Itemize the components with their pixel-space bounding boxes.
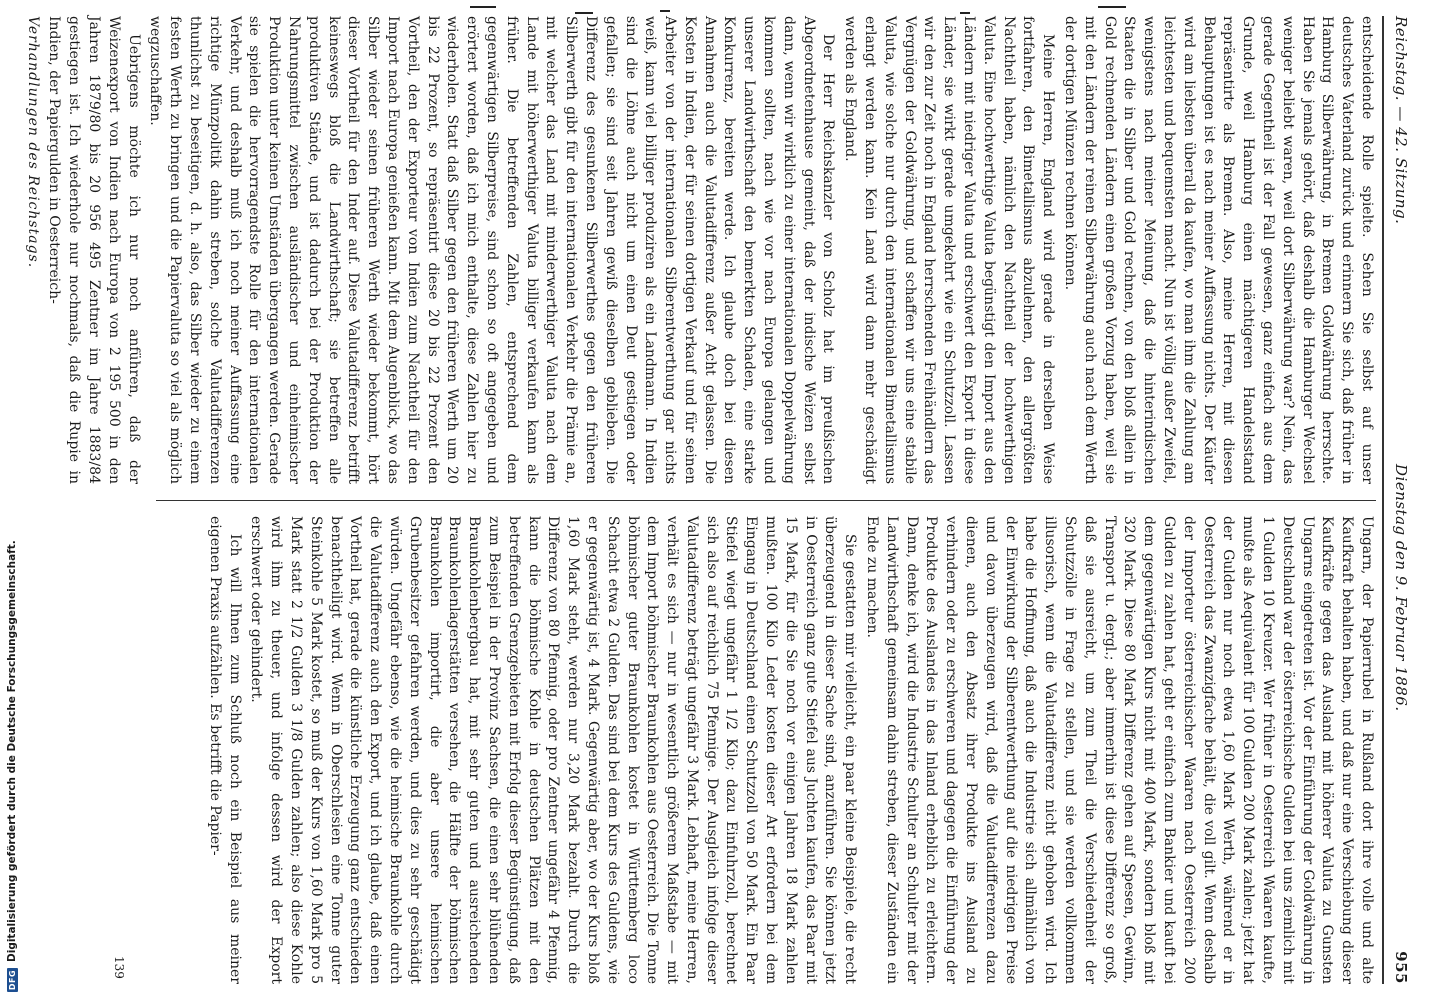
- paragraph: Ich will Ihnen zum Schluß noch ein Beispiel aus meiner eigenen Praxis aufzählen. Es betrifft die Papier-: [206, 516, 243, 984]
- scan-speck: [660, 10, 670, 12]
- paragraph: Der Herr Reichskanzler von Scholz hat im preußischen Abgeordnetenhause gemeint, daß der indische Weizen selbst dann, wenn wir wirklich zu einer internationalen Doppelwährung kommen sollten, nach wie vor nach Europa gelangen und unserer Landwirthschaft den bemerkten Schaden, eine starke Konkurrenz, bereiten werde. Ich glaube doch bei diesen Annahmen auch die Valutadifferenz außer Acht gelassen. Die Kosten in Indien, der für seinen dortigen Verkauf und für seinen Arbeiter von der internationalen Silberentwerthung gar nichts weiß, kann viel billiger produziren als ein Landmann. In Indien sind die Löhne auch nicht um einen Deut gestiegen oder gefallen; sie sind seit Jahren gewiß dieselben geblieben. Die Differenz des gesunkenen Silberwerthes gegen den früheren Silberwerth gibt für den internationalen Verkehr die Prämie an, mit welcher das Land mit minderwerthiger Valuta nach dem Lande mit höherwerthiger Valuta billiger verkaufen kann als früher. Die betreffenden Zahlen, entsprechend dem gegenwärtigen Silberpreise, sind schon so oft angegeben und erörtert worden, daß ich mich enthalte, diese Zahlen hier zu wiederholen. Statt daß Silber gegen den früheren Werth um 20 bis 22 Prozent, so repräsentirt diese 20 bis 22 Prozent den Vortheil, den der Exporteur von Indien zum Nachtheil für den Import nach Europa genießen kann. Mit dem Augenblick, wo das Silber wieder seinen früheren Werth wieder bekommt, hört dieser Vortheil für den Inder auf. Diese Valutadifferenz betrifft keineswegs bloß die Landwirthschaft; sie betreffen alle produktiven Stände, und ist dadurch bei der Produktion der Nahrungsmittel zwischen ausländischer und einheimischer Produktion unter keinen Umständen übergangen werden. Gerade sie spielen die hervorragendste Rolle für den internationalen Verkehr, und deshalb muß ich noch meiner Auffassung eine richtige Münzpolitik dahin streben, solche Valutadifferenzen thunlichst zu beseitigen, d. h. also, das Silber wieder zu einem festen Werth zu bringen und die Papiervaluta so viel als möglich wegzuschaffen.: [147, 16, 837, 484]
- scan-speck: [1098, 6, 1126, 8]
- paragraph: entscheidende Rolle spielte. Sehen Sie selbst auf unser deutsches Vaterland zurück und erinnern Sie sich, daß früher in Hamburg Silberwährung, in Bremen Goldwährung herrschte. Haben Sie jemals gehört, daß deshalb die Hamburger Wechsel weniger beliebt waren, weil dort Silberwährung war? Nein, das gerade Gegentheil ist der Fall gewesen, ganz einfach aus dem Grunde, weil Hamburg einen mächtigeren Handelsstand repräsentirte als Bremen. Also, meine Herren, mit diesen Behauptungen ist es nach meiner Auffassung nichts. Der Käufer wird am liebsten überall da kaufen, wo man ihm die Zahlung am leichtesten und bequemsten macht. Nun ist völlig außer Zweifel, wenigstens nach meiner Meinung, daß die hinterindischen Staaten die in Silber und Gold rechnen, von den bloß allein in Gold rechnenden Ländern einen großen Vorzug haben, weil sie mit den Ländern der reinen Silberwährung auch nach dem Werth der dortigen Münzen rechnen können.: [1062, 16, 1375, 484]
- left-column: [24, 16, 1376, 484]
- header-rule: [1382, 16, 1384, 984]
- credit-strip: [2, 0, 24, 1000]
- scan-speck: [960, 12, 970, 14]
- credit-text: Digitalisierung gefördert durch die Deutsche Forschungsgemeinschaft.: [6, 540, 18, 962]
- page-header: [1386, 16, 1416, 984]
- paragraph: Ungarn, der Papierrubel in Rußland dort ihre volle und alte Kaufkraft behalten haben, und daß nur eine Verschiebung dieser Kaufkräfte gegen das Ausland mit höherer Valuta zu Gunsten Ungarns eingetreten ist. Vor der Einführung der Goldwährung in Deutschland war der österreichische Gulden bei uns ziemlich mit 1 Gulden 10 Kreuzer. Wer früher in Oesterreich Waaren kaufte, mußte als Aequivalent für 100 Gulden 200 Mark zahlen; jetzt hat der Gulden nur noch etwa 1,60 Mark Werth, während er in Oesterreich das Zwanzigfache behält, die voll gilt. Wenn deshalb der Importeur österreichischer Waaren nach Oesterreich 200 Gulden zu zahlen hat, geht er einfach zum Bankier und kauft bei dem gegenwärtigen Kurs nicht mit 400 Mark, sondern bloß mit 320 Mark. Diese 80 Mark Differenz gehen auf Spesen, Gewinn, Transport u. dergl.; aber immerhin ist diese Differenz so groß, daß sie ausreicht, um zum Theil die Verschiedenheit der Schutzzölle in Frage zu stellen, und sie werden vollkommen illusorisch, wenn die Valutadifferenz nicht gehoben wird. Ich habe die Hoffnung, daß auch die Industrie sich allmählich von der Einwirkung der Silberentwerthung auf die niedrigen Preise und davon überzeugen wird, daß die Valutadifferenzen dazu dienen, auch den Absatz ihrer Produkte ins Ausland zu verhindern oder zu erschweren und dagegen die Einführung der Produkte des Auslandes in das Inland erheblich zu erleichtern. Dann, denke ich, wird die Industrie Schulter an Schulter mit der Landwirthschaft gemeinsam dahin streben, dieser Zuständen ein Ende zu machen.: [864, 516, 1375, 984]
- scan-speck: [575, 12, 593, 14]
- credit-line: [6, 540, 18, 992]
- page-number: 955: [1392, 951, 1410, 984]
- right-column: [136, 516, 1376, 984]
- rotated-page-content: [24, 16, 1416, 984]
- running-head-right: Dienstag den 9. Februar 1886.: [1392, 464, 1410, 712]
- dfg-logo: DFG: [7, 969, 17, 991]
- scan-speck: [470, 6, 496, 8]
- running-head-left: Reichstag. — 42. Sitzung.: [1392, 16, 1410, 225]
- paragraph: Uebrigens möchte ich nur noch anführen, daß der Weizenexport von Indien nach Europa von 2 195 500 in den Jahren 1879/80 bis 20 956 495 Zentner im Jahre 1883/84 gestiegen ist. Ich wiederhole nur nochmals, daß die Rupie in Indien, der Papiergulden in Oesterreich-: [46, 16, 142, 484]
- footer-note: Verhandlungen des Reichstags.: [24, 16, 41, 269]
- paragraph: Sie gestatten mir vielleicht, ein paar kleine Beispiele, die recht überzeugend in dieser Sache sind, anzuführen. Sie können jetzt in Oesterreich ganz gute Stiefel aus Juchten kaufen, das Paar mit 15 Mark, für die Sie noch vor einigen Jahren 18 Mark zahlen mußten. 100 Kilo Leder kosten dieser Art erfordern bei dem Eingang in Deutschland einen Schutzzoll von 50 Mark. Ein Paar Stiefel wiegt ungefähr 1 1/2 Kilo; dazu Einfuhrzoll, berechnet sich also auf reichlich 75 Pfennige. Der Ausgleich infolge dieser Valutadifferenz beträgt ungefähr 3 Mark. Lebhaft, meine Herren, verhält es sich — nur in wesentlich größerem Maßstabe — mit dem Import böhmischer Braunkohlen aus Oesterreich. Die Tonne böhmischer guter Braunkohlen kostet in Württemberg loco Schacht etwa 2 Gulden. Das sind bei dem Kurs des Guldens, wie er gegenwärtig ist, 4 Mark. Gegenwärtig aber, wo der Kurs bloß 1,60 Mark steht, werden nur 3,20 Mark bezahlt. Durch die Differenz von 80 Pfennig, oder pro Zentner ungefähr 4 Pfennig, kann die böhmische Kohle in deutschen Plätzen mit den betreffenden Grenzgebieten mit Erfolg dieser Begünstigung, daß zum Beispiel in der Provinz Sachsen, die einen sehr blühenden Braunkohlenbergbau hat, mit sehr guten und ausreichenden Braunkohlenlagerstätten versehen, die Hälfte der böhmischen Braunkohlen importirt, die aber unsere heimischen Grubenbesitzer gefahren werden, und dies zu sehr geschädigt würden. Ungefähr ebenso, wie die heimische Braunkohle durch die Valutadifferenz auch den Export, und ich glaube, daß einen Vortheil hat, gerade die künstliche Erzeugung ganz entschieden benachtheiligt wird. Wenn in Oberschlesien eine Tonne guter Steinkohle 5 Mark kostet, so muß der Kurs von 1,60 Mark pro 5 Mark statt 2 1/2 Gulden 3 1/8 Gulden zahlen; also diese Kohle wird ihm zu theuer, und infolge dessen wird der Export erschwert oder gehindert.: [248, 516, 859, 984]
- signature-mark: 139: [112, 956, 126, 979]
- column-rule: [156, 500, 1376, 501]
- paragraph: Meine Herren, England wird gerade in derselben Weise fortfahren, den Bimetallismus abzulehnen, den allergrößten Nachtheil haben, nämlich den Nachtheil der hochwerthigen Valuta. Eine hochwerthige Valuta begünstigt den Import aus den Ländern mit niedriger Valuta und erschwert den Export in diese Länder, sie wirkt gerade umgekehrt wie ein Schutzzoll. Lassen wir den zur Zeit noch in England herrschenden Freihändlern das Vergnügen der Goldwährung, und schaffen wir uns eine stabile Valuta, wie solche nur durch den internationalen Bimetallismus erlangt werden kann. Kein Land wird dann mehr geschädigt werden als England.: [842, 16, 1057, 484]
